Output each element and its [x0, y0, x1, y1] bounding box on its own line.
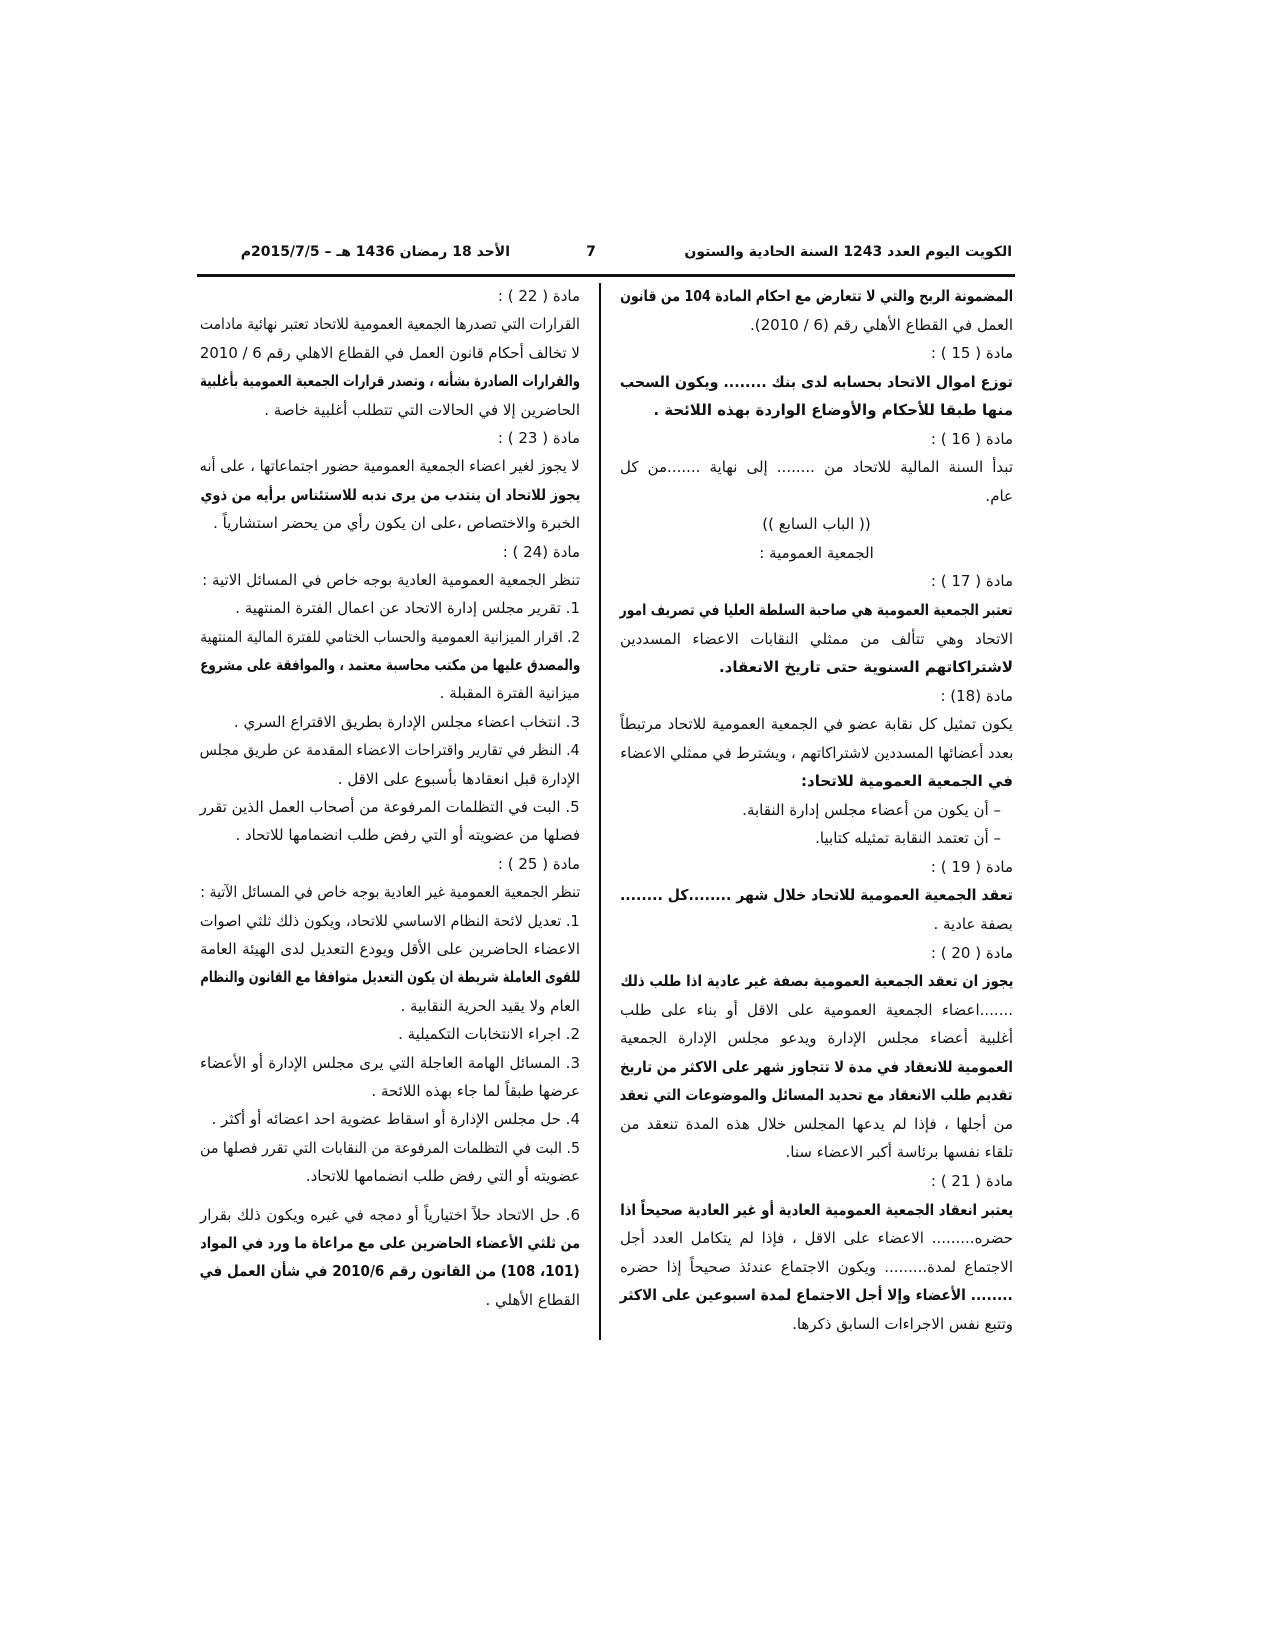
text-line — [620, 1138, 1013, 1167]
line-text: والمصدق عليها من مكتب محاسبة معتمد ، والموافقة على مشروع — [200, 656, 580, 675]
article-heading — [620, 939, 1013, 968]
line-text: بصفة عادية . — [933, 915, 1013, 934]
line-text: مادة ( 22 ) : — [497, 287, 580, 305]
line-text: يجوز للاتحاد ان ينتدب من يرى ندبه للاستئناس برأيه من ذوي — [200, 485, 580, 504]
line-text: مادة (18) : — [940, 686, 1013, 705]
line-text: 6. حل الاتحاد حلاً اختيارياً أو دمجه في غيره ويكون ذلك بقرار — [200, 1205, 580, 1224]
line-text: 3. انتخاب اعضاء مجلس الإدارة بطريق الاقتراع السري . — [233, 712, 580, 731]
list-item — [200, 1020, 580, 1048]
text-line — [620, 710, 1013, 739]
text-line — [200, 765, 580, 793]
line-text: أغلبية أعضاء مجلس الإدارة ويدعو مجلس الإدارة الجمعية — [620, 1029, 1013, 1048]
line-text: (101، 108) من القانون رقم 2010/6 في شأن العمل في — [200, 1262, 580, 1281]
text-line — [620, 910, 1013, 939]
text-line — [200, 566, 580, 594]
text-line — [200, 963, 580, 991]
text-line — [200, 396, 580, 424]
line-text: تنظر الجمعية العمومية غير العادية بوجه خاص في المسائل الآتية : — [200, 883, 580, 902]
text-line — [200, 1257, 580, 1285]
text-line — [620, 625, 1013, 654]
line-text: العمل في القطاع الأهلي رقم (6 / 2010). — [750, 315, 1013, 334]
line-text: 5. البت في التظلمات المرفوعة من أصحاب العمل الذين تقرر — [200, 798, 580, 817]
article-heading — [620, 853, 1013, 882]
line-text: يعتبر انعقاد الجمعية العمومية العادية أو غير العادية صحيحاً اذا — [620, 1200, 1013, 1219]
list-item — [200, 1201, 580, 1229]
line-text: تلقاء نفسها برئاسة أكبر الاعضاء سنا. — [785, 1143, 1013, 1162]
text-line — [620, 739, 1013, 768]
article-heading — [620, 425, 1013, 454]
list-item — [200, 907, 580, 935]
text-line — [620, 311, 1013, 340]
header-rule — [197, 274, 1015, 277]
text-line — [620, 967, 1013, 996]
article-heading — [200, 538, 580, 566]
line-text: يجوز ان تعقد الجمعية العمومية بصفة غير عادية اذا طلب ذلك — [620, 972, 1013, 991]
line-text: العام ولا يقيد الحرية النقابية . — [400, 996, 580, 1015]
line-text: – أن يكون من أعضاء مجلس إدارة النقابة. — [742, 800, 1001, 819]
line-text: القرارات التي تصدرها الجمعية العمومية للاتحاد تعتبر نهائية مادامت — [200, 315, 580, 334]
text-line — [620, 1053, 1013, 1082]
text-line — [620, 1196, 1013, 1225]
line-text: تقديم طلب الانعقاد مع تحديد المسائل والموضوعات التي تعقد — [620, 1086, 1013, 1105]
line-text: في الجمعية العمومية للاتحاد: — [801, 772, 1013, 791]
line-text: مادة ( 17 ) : — [930, 572, 1013, 591]
text-line — [200, 1286, 580, 1314]
line-text: مادة ( 15 ) : — [930, 344, 1013, 363]
line-text: مادة ( 20 ) : — [930, 943, 1013, 962]
line-text: عضويته أو التي رفض طلب انضمامها للاتحاد. — [305, 1167, 580, 1186]
text-line — [620, 453, 1013, 482]
line-text: حضره......... الاعضاء على الاقل ، فإذا لم يتكامل العدد أجل — [620, 1229, 1013, 1248]
line-text: 4. النظر في تقارير واقتراحات الاعضاء المقدمة عن طريق مجلس — [200, 741, 580, 760]
text-line — [620, 396, 1013, 425]
line-text: (( الباب السابع )) — [762, 515, 871, 534]
line-text: 1. تعديل لائحة النظام الاساسي للاتحاد، ويكون ذلك ثلثي اصوات — [200, 911, 580, 930]
text-line — [620, 653, 1013, 682]
line-text: يكون تمثيل كل نقابة عضو في الجمعية العمومية للاتحاد مرتبطاً — [620, 715, 1013, 734]
line-text: مادة ( 21 ) : — [930, 1171, 1013, 1190]
list-item — [200, 594, 580, 622]
list-item — [200, 623, 580, 651]
text-line — [620, 767, 1013, 796]
article-heading — [620, 682, 1013, 711]
line-text: مادة ( 16 ) : — [930, 429, 1013, 448]
article-heading — [620, 1167, 1013, 1196]
list-item — [200, 793, 580, 821]
list-item — [200, 736, 580, 764]
line-text: الحاضرين إلا في الحالات التي تتطلب أغلبية خاصة . — [264, 400, 580, 419]
text-line — [200, 1162, 580, 1190]
text-line — [620, 1253, 1013, 1282]
line-text: المضمونة الربح والتي لا تتعارض مع احكام المادة 104 من قانون — [620, 287, 1013, 305]
line-text: الاعضاء الحاضرين على الأقل ويودع التعديل لدى الهيئة العامة — [200, 939, 580, 958]
text-line — [620, 482, 1013, 511]
text-line — [200, 992, 580, 1020]
article-heading — [620, 567, 1013, 596]
section-title — [620, 539, 1013, 568]
page-number: 7 — [586, 244, 596, 260]
line-text: لا تخالف أحكام قانون العمل في القطاع الاهلي رقم 6 / 2010 — [200, 343, 580, 362]
left-column — [200, 282, 580, 1314]
line-text: – أن تعتمد النقابة تمثيله كتابيا. — [815, 829, 1001, 848]
line-text: والقرارات الصادرة بشأنه ، وتصدر قرارات الجمعية العمومية بأغلبية — [200, 372, 580, 391]
text-line — [200, 509, 580, 537]
line-text: القطاع الأهلي . — [485, 1290, 580, 1309]
text-line — [200, 651, 580, 679]
line-text: توزع اموال الاتحاد بحسابه لدى بنك ........ ويكون السحب — [620, 372, 1013, 391]
line-text: لا يجوز لغير اعضاء الجمعية العمومية حضور اجتماعاتها ، على أنه — [200, 457, 580, 476]
text-line — [620, 1224, 1013, 1253]
line-text: 1. تقرير مجلس إدارة الاتحاد عن اعمال الفترة المنتهية . — [235, 599, 580, 618]
line-text: العمومية للانعقاد في مدة لا تتجاوز شهر على الاكثر من تاريخ — [620, 1057, 1013, 1076]
line-text: 2. اقرار الميزانية العمومية والحساب الختامي للفترة المالية المنتهية — [200, 627, 580, 646]
line-text: ميزانية الفترة المقبلة . — [439, 684, 580, 703]
text-line — [620, 596, 1013, 625]
text-line — [200, 821, 580, 849]
line-text: تبدأ السنة المالية للاتحاد من ........ إلى نهاية .......من كل — [620, 458, 1013, 477]
line-text: ........ الأعضاء وإلا أجل الاجتماع لمدة اسبوعين على الاكثر — [620, 1286, 1013, 1305]
text-line — [620, 1081, 1013, 1110]
article-heading — [200, 424, 580, 452]
text-line — [200, 310, 580, 338]
line-text: مادة (24 ) : — [502, 542, 580, 561]
line-text: من أجلها ، فإذا لم يدعها المجلس خلال هذه المدة تنعقد من — [620, 1114, 1013, 1133]
article-heading — [200, 850, 580, 878]
line-text: 4. حل مجلس الإدارة أو اسقاط عضوية احد اعضائه أو أكثر . — [211, 1110, 580, 1129]
line-text: الاجتماع لمدة......... ويكون الاجتماع عندئذ صحيحاً إذا حضره — [620, 1257, 1013, 1276]
column-divider — [599, 283, 601, 1340]
text-line — [620, 282, 1013, 311]
article-heading — [200, 282, 580, 310]
gazette-issue: الكويت اليوم العدد 1243 السنة الحادية والستون — [684, 244, 1012, 260]
text-line — [200, 935, 580, 963]
line-text: 3. المسائل الهامة العاجلة التي يرى مجلس الإدارة أو الأعضاء — [200, 1053, 580, 1072]
line-text: الخبرة والاختصاص ،على ان يكون رأي من يحضر استشارياً . — [213, 514, 580, 533]
line-text: فصلها من عضويته أو التي رفض طلب انضمامها للاتحاد . — [235, 826, 580, 845]
line-text: من ثلثي الأعضاء الحاضرين على مع مراعاة ما ورد في المواد — [200, 1233, 580, 1252]
text-line — [200, 481, 580, 509]
line-text: لاشتراكاتهم السنوية حتى تاريخ الانعقاد. — [718, 658, 1013, 677]
text-line — [200, 339, 580, 367]
line-text: للقوى العاملة شريطة ان يكون التعديل متوافقا مع القانون والنظام — [200, 968, 580, 987]
text-line — [620, 881, 1013, 910]
line-text: تعتبر الجمعية العمومية هي صاحبة السلطة العليا في تصريف امور — [620, 601, 1013, 620]
text-line — [200, 452, 580, 480]
text-line — [200, 679, 580, 707]
line-text: مادة ( 19 ) : — [930, 857, 1013, 876]
text-line — [620, 1110, 1013, 1139]
line-text: مادة ( 23 ) : — [497, 428, 580, 447]
line-text: تعقد الجمعية العمومية للاتحاد خلال شهر ........كل ........ — [620, 886, 1013, 905]
text-line — [200, 1077, 580, 1105]
text-line — [620, 368, 1013, 397]
line-text: 2. اجراء الانتخابات التكميلية . — [398, 1025, 580, 1044]
line-text: منها طبقا للأحكام والأوضاع الواردة بهذه اللائحة . — [653, 401, 1013, 420]
line-text: الإدارة قبل انعقادها بأسبوع على الاقل . — [337, 769, 580, 788]
text-line — [620, 1024, 1013, 1053]
text-line — [200, 1229, 580, 1257]
line-text: 5. البت في التظلمات المرفوعة من النقابات التي تقرر فصلها من — [200, 1138, 580, 1157]
text-line — [620, 996, 1013, 1025]
line-text: عام. — [985, 486, 1013, 505]
issue-date: الأحد 18 رمضان 1436 هـ – 2015/7/5م — [240, 244, 510, 260]
line-text: .......اعضاء الجمعية العمومية على الاقل أو بناء على طلب — [620, 1000, 1013, 1019]
text-line — [620, 1281, 1013, 1310]
list-item — [200, 1105, 580, 1133]
line-text: الاتحاد وهي تتألف من ممثلي النقابات الاعضاء المسددين — [620, 629, 1013, 648]
line-text: مادة ( 25 ) : — [497, 854, 580, 873]
list-item — [200, 1134, 580, 1162]
line-text: تنظر الجمعية العمومية العادية بوجه خاص في المسائل الاتية : — [202, 570, 580, 589]
chapter-title — [620, 510, 1013, 539]
list-item — [200, 708, 580, 736]
list-item — [200, 1049, 580, 1077]
text-line — [200, 367, 580, 395]
right-column — [620, 282, 1013, 1338]
line-text: وتتبع نفس الاجراءات السابق ذكرها. — [792, 1314, 1013, 1333]
line-text: بعدد أعضائها المسددين لاشتراكاتهم ، ويشترط في ممثلي الاعضاء — [620, 743, 1013, 762]
article-heading — [620, 339, 1013, 368]
line-text: الجمعية العمومية : — [759, 543, 874, 562]
text-line — [620, 1310, 1013, 1339]
line-text: عرضها طبقاً لما جاء بهذه اللائحة . — [371, 1081, 580, 1100]
text-line — [200, 878, 580, 906]
list-item — [620, 824, 1013, 853]
list-item — [620, 796, 1013, 825]
